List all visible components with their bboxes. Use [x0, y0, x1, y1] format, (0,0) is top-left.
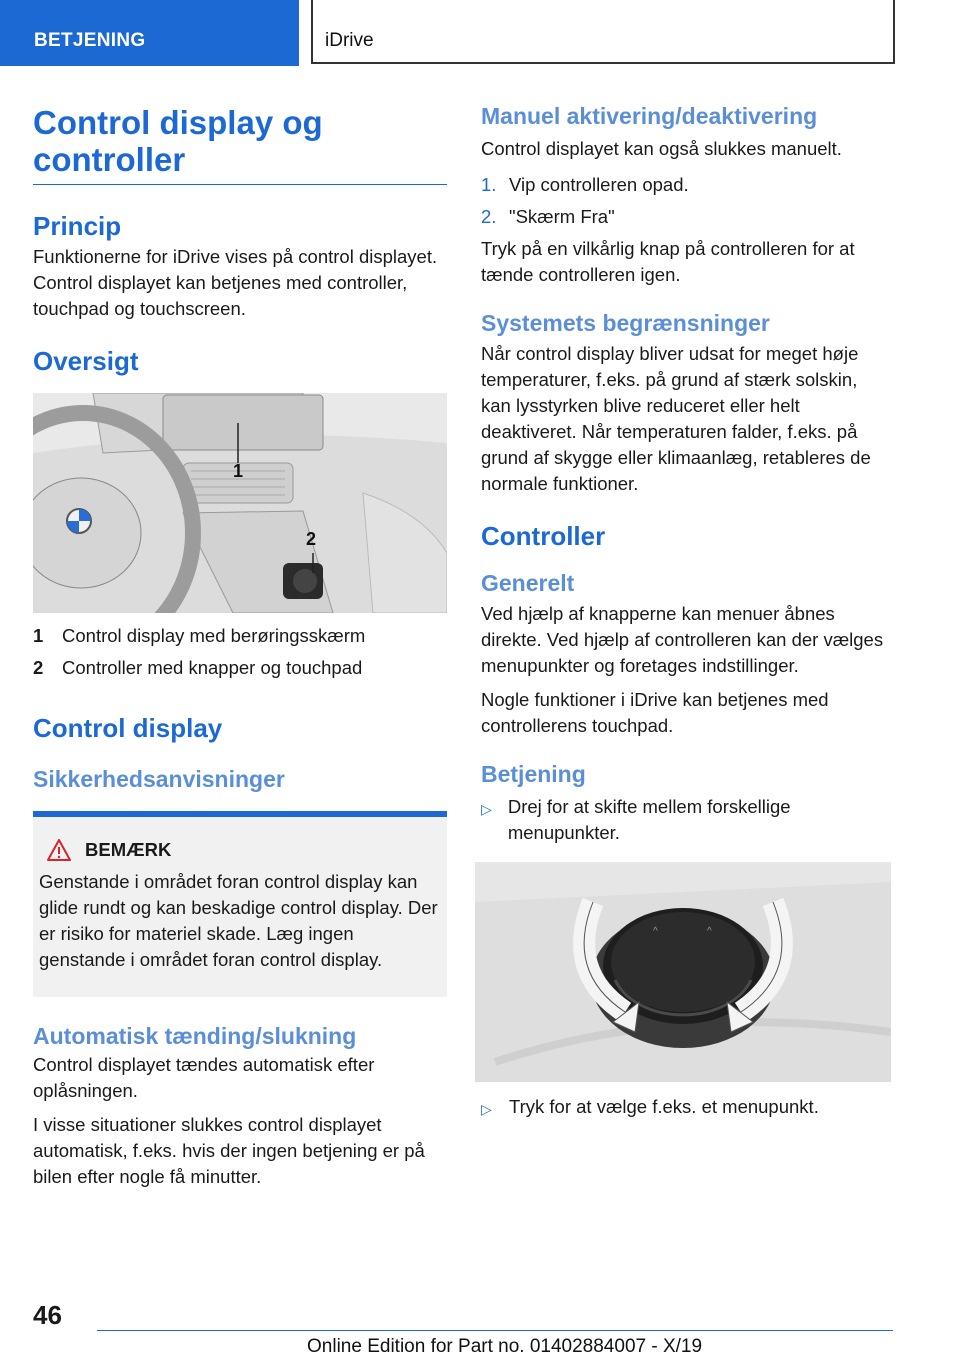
legend-number: 1: [33, 625, 44, 646]
auto-text-1: Control displayet tændes automatisk efter oplåsningen.: [33, 1054, 375, 1101]
notice-box: [33, 817, 447, 997]
dashboard-image: [33, 393, 447, 613]
auto-heading: Automatisk tænding/slukning: [33, 1023, 357, 1049]
generelt-text-2: Nogle funktioner i iDrive kan betjenes med controllerens touchpad.: [481, 689, 829, 736]
oversigt-heading: Oversigt: [33, 346, 139, 376]
right-column: [481, 100, 891, 1122]
notice-text: Genstande i området foran control display kan glide rundt og kan beskadige control display. Der er risiko for materiel skade. Læg ingen genstande i området foran control display.: [39, 871, 438, 970]
figure-label-2: 2: [306, 529, 317, 549]
svg-text:^: ^: [653, 926, 658, 937]
bullet-text: Tryk for at vælge f.eks. et menupunkt.: [509, 1096, 819, 1117]
princip-heading: Princip: [33, 211, 122, 241]
manuel-heading: Manuel aktivering/deaktivering: [481, 103, 818, 129]
auto-text-2: I visse situationer slukkes control displayet automatisk, f.eks. hvis der ingen betjening er på bilen efter nogle få minutter.: [33, 1114, 425, 1187]
controller-illustration: [475, 862, 891, 1082]
page-header: [0, 0, 960, 66]
control-display-heading: Control display: [33, 713, 223, 743]
step-number: 1.: [481, 174, 497, 195]
legend-item: [33, 623, 447, 649]
notice-title: BEMÆRK: [85, 839, 172, 860]
list-item: [481, 794, 891, 846]
bullet-text: Drej for at skifte mellem forskellige menupunkter.: [507, 796, 791, 843]
chapter-tab: iDrive: [311, 0, 895, 64]
manuel-text: Control displayet kan også slukkes manuelt.: [481, 138, 842, 159]
manuel-text-2: Tryk på en vilkårlig knap på controlleren for at tænde controlleren igen.: [481, 238, 855, 285]
section-tab: BETJENING: [0, 0, 299, 66]
list-item: [481, 204, 891, 230]
svg-text:^: ^: [707, 926, 712, 937]
warning-icon: [47, 839, 71, 861]
triangle-bullet-icon: ▷: [481, 1101, 492, 1117]
legend-text: Controller med knapper og touchpad: [62, 657, 363, 678]
notice-header: [47, 839, 439, 861]
betjening-heading: Betjening: [481, 761, 586, 787]
sikkerhed-heading: Sikkerhedsanvisninger: [33, 766, 285, 792]
step-number: 2.: [481, 206, 497, 227]
begr-heading: Systemets begrænsninger: [481, 310, 770, 336]
dashboard-illustration: [33, 393, 447, 613]
page-title: Control display og controller: [33, 104, 447, 185]
steps-list: [481, 172, 891, 230]
princip-text: Funktionerne for iDrive vises på control displayet. Control displayet kan betjenes med controller, touchpad og touchscreen.: [33, 246, 438, 319]
figure-label-1: 1: [233, 461, 244, 481]
step-text: "Skærm Fra": [509, 206, 615, 227]
generelt-text-1: Ved hjælp af knapperne kan menuer åbnes direkte. Ved hjælp af controlleren kan der vælges menupunkter og foretages indstillinger.: [481, 603, 884, 676]
legend-text: Control display med berøringsskærm: [62, 625, 366, 646]
left-column: [33, 100, 447, 1190]
legend-item: [33, 655, 447, 681]
footer-edition: Online Edition for Part no. 01402884007 - X/19: [307, 1336, 703, 1357]
list-item: [481, 172, 891, 198]
legend-number: 2: [33, 657, 44, 678]
generelt-heading: Generelt: [481, 570, 575, 596]
list-item: [481, 1094, 891, 1122]
triangle-bullet-icon: ▷: [481, 801, 492, 817]
begr-text: Når control display bliver udsat for meget høje temperaturer, f.eks. på grund af stærk solskin, kan lysstyrken blive reduceret eller helt deaktiveret. Når temperaturen falder, f.eks. på grund af skygge eller klimaanlæg, retableres de normale funktioner.: [481, 343, 871, 494]
page-number: 46: [33, 1300, 62, 1330]
controller-image: [475, 862, 891, 1082]
figure-legend: [33, 623, 447, 681]
controller-heading: Controller: [481, 521, 606, 551]
footer-rule: [97, 1330, 893, 1331]
step-text: Vip controlleren opad.: [509, 174, 689, 195]
